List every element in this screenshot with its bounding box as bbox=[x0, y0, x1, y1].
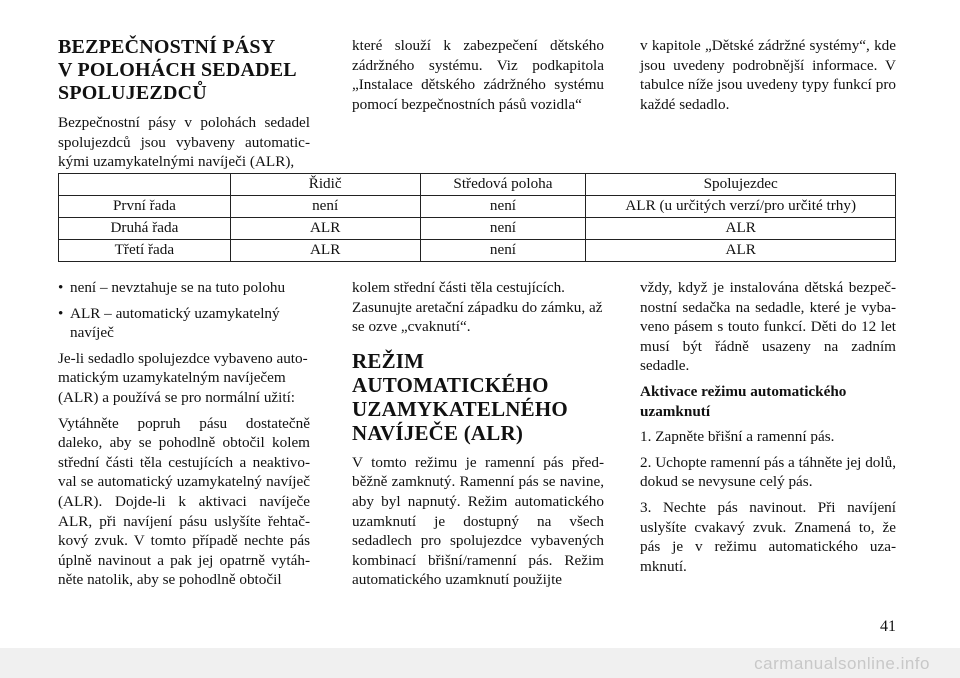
intro-paragraph: Bezpečnostní pásy v polohách sedadel spolujezdců jsou vybaveny automatickými uzamykatelnými navíječi (ALR), bbox=[58, 114, 310, 171]
heading-line: NAVÍJEČE (ALR) bbox=[352, 420, 524, 445]
top-column-3 bbox=[640, 36, 896, 120]
body-paragraph: Vytáhněte popruh pásu dostatečně daleko, aby se pohodlně obtočil kolem střední části těla cestujících a neaktivoval se automatický uzamykatelný navíječ (ALR). Dojde-li k aktivaci navíječe ALR, při navíjení pásu uslyšíte řehtačkový zvuk. V tomto případě nechte pás úplně navinout a pak jej opatrně vytáhněte natolik, aby se pohodlně obtočil bbox=[58, 414, 310, 589]
table-cell: není bbox=[420, 240, 586, 262]
table-header-cell bbox=[59, 174, 231, 196]
legend-bullet bbox=[58, 304, 310, 343]
bullet-text: ALR – automatický uzamykatelný navíječ bbox=[70, 304, 280, 342]
table-cell: Třetí řada bbox=[59, 240, 231, 262]
bullet-icon: • bbox=[58, 279, 64, 296]
body-paragraph: kolem střední části těla cestujících. Zasunujte aretační západku do zámku, až se ozve „cvaknutí“. bbox=[352, 279, 603, 336]
table-row bbox=[59, 218, 896, 240]
seat-belt-function-table bbox=[58, 173, 896, 262]
section-heading-seat-belts bbox=[58, 36, 310, 105]
body-paragraph: Je-li sedadlo spolujezdce vybaveno automatickým uzamykatelným navíječem (ALR) a používá se pro normální užití: bbox=[58, 349, 308, 406]
table-header-cell: Řidič bbox=[230, 174, 420, 196]
table-cell: ALR bbox=[230, 240, 420, 262]
step-item: 1. Zapněte břišní a ramenní pás. bbox=[640, 428, 835, 446]
heading-line: AUTOMATICKÉHO bbox=[352, 372, 549, 397]
table-cell: ALR bbox=[586, 218, 896, 240]
activation-subheading: Aktivace režimu automatického uzamknutí bbox=[640, 382, 847, 420]
table-row bbox=[59, 240, 896, 262]
top-column-1 bbox=[58, 36, 310, 178]
bullet-icon: • bbox=[58, 304, 64, 322]
bullet-text: není – nevztahuje se na tuto polohu bbox=[70, 279, 286, 296]
heading-line: SPOLUJEZDCŮ bbox=[58, 82, 207, 104]
heading-line: V POLOHÁCH SEDADEL bbox=[58, 59, 297, 81]
table-row bbox=[59, 196, 896, 218]
table-cell: není bbox=[230, 196, 420, 218]
intro-paragraph-continued: které slouží k zabezpečení dětského zádržného systému. Viz podkapitola „Instalace dětského zádržného systému pomocí bezpečnostních pásů vozidla“ bbox=[352, 37, 604, 113]
table-cell: První řada bbox=[59, 196, 231, 218]
bottom-column-3 bbox=[640, 278, 896, 582]
bottom-column-2 bbox=[352, 278, 604, 596]
page-number: 41 bbox=[880, 618, 896, 635]
section-heading-alr-mode bbox=[352, 349, 604, 445]
table-cell: ALR (u určitých verzí/pro určité trhy) bbox=[586, 196, 896, 218]
body-paragraph: V tomto režimu je ramenní pás předběžně zamknutý. Ramenní pás se navine, aby byl napnutý. Režim automatického uzamknutí je dostupný na všech sedadlech pro spolujezdce vybavených kombinací břišní/ramenní pás. Režim automatického uzamknutí použijte bbox=[352, 453, 604, 589]
table-cell: Druhá řada bbox=[59, 218, 231, 240]
watermark-text: carmanualsonline.info bbox=[754, 654, 930, 673]
step-item: 2. Uchopte ramenní pás a táhněte jej dolů, dokud se nevysune celý pás. bbox=[640, 453, 896, 491]
heading-line: BEZPEČNOSTNÍ PÁSY bbox=[58, 36, 276, 58]
heading-line: REŽIM bbox=[352, 348, 425, 373]
step-item: 3. Nechte pás navinout. Při navíjení uslyšíte cvakavý zvuk. Znamená to, že pás je v režimu automatického uzamknutí. bbox=[640, 498, 896, 575]
bottom-column-1 bbox=[58, 278, 310, 596]
table-header-row bbox=[59, 174, 896, 196]
top-column-2 bbox=[352, 36, 604, 120]
table-cell: ALR bbox=[586, 240, 896, 262]
table-header-cell: Spolujezdec bbox=[586, 174, 896, 196]
table-cell: není bbox=[420, 218, 586, 240]
legend-bullet bbox=[58, 278, 310, 298]
body-paragraph: vždy, když je instalována dětská bezpečnostní sedačka na sedadle, které je vybaveno pásem s touto funkcí. Děti do 12 let musí být řádně usazeny na zadním sedadle. bbox=[640, 279, 896, 375]
heading-line: UZAMYKATELNÉHO bbox=[352, 396, 568, 421]
table-header-cell: Středová poloha bbox=[420, 174, 586, 196]
intro-paragraph-continued: v kapitole „Dětské zádržné systémy“, kde jsou uvedeny podrobnější informace. V tabulce níže jsou uvedeny typy funkcí pro každé sedadlo. bbox=[640, 37, 896, 113]
table-cell: není bbox=[420, 196, 586, 218]
table-cell: ALR bbox=[230, 218, 420, 240]
footer-bar bbox=[0, 648, 960, 678]
